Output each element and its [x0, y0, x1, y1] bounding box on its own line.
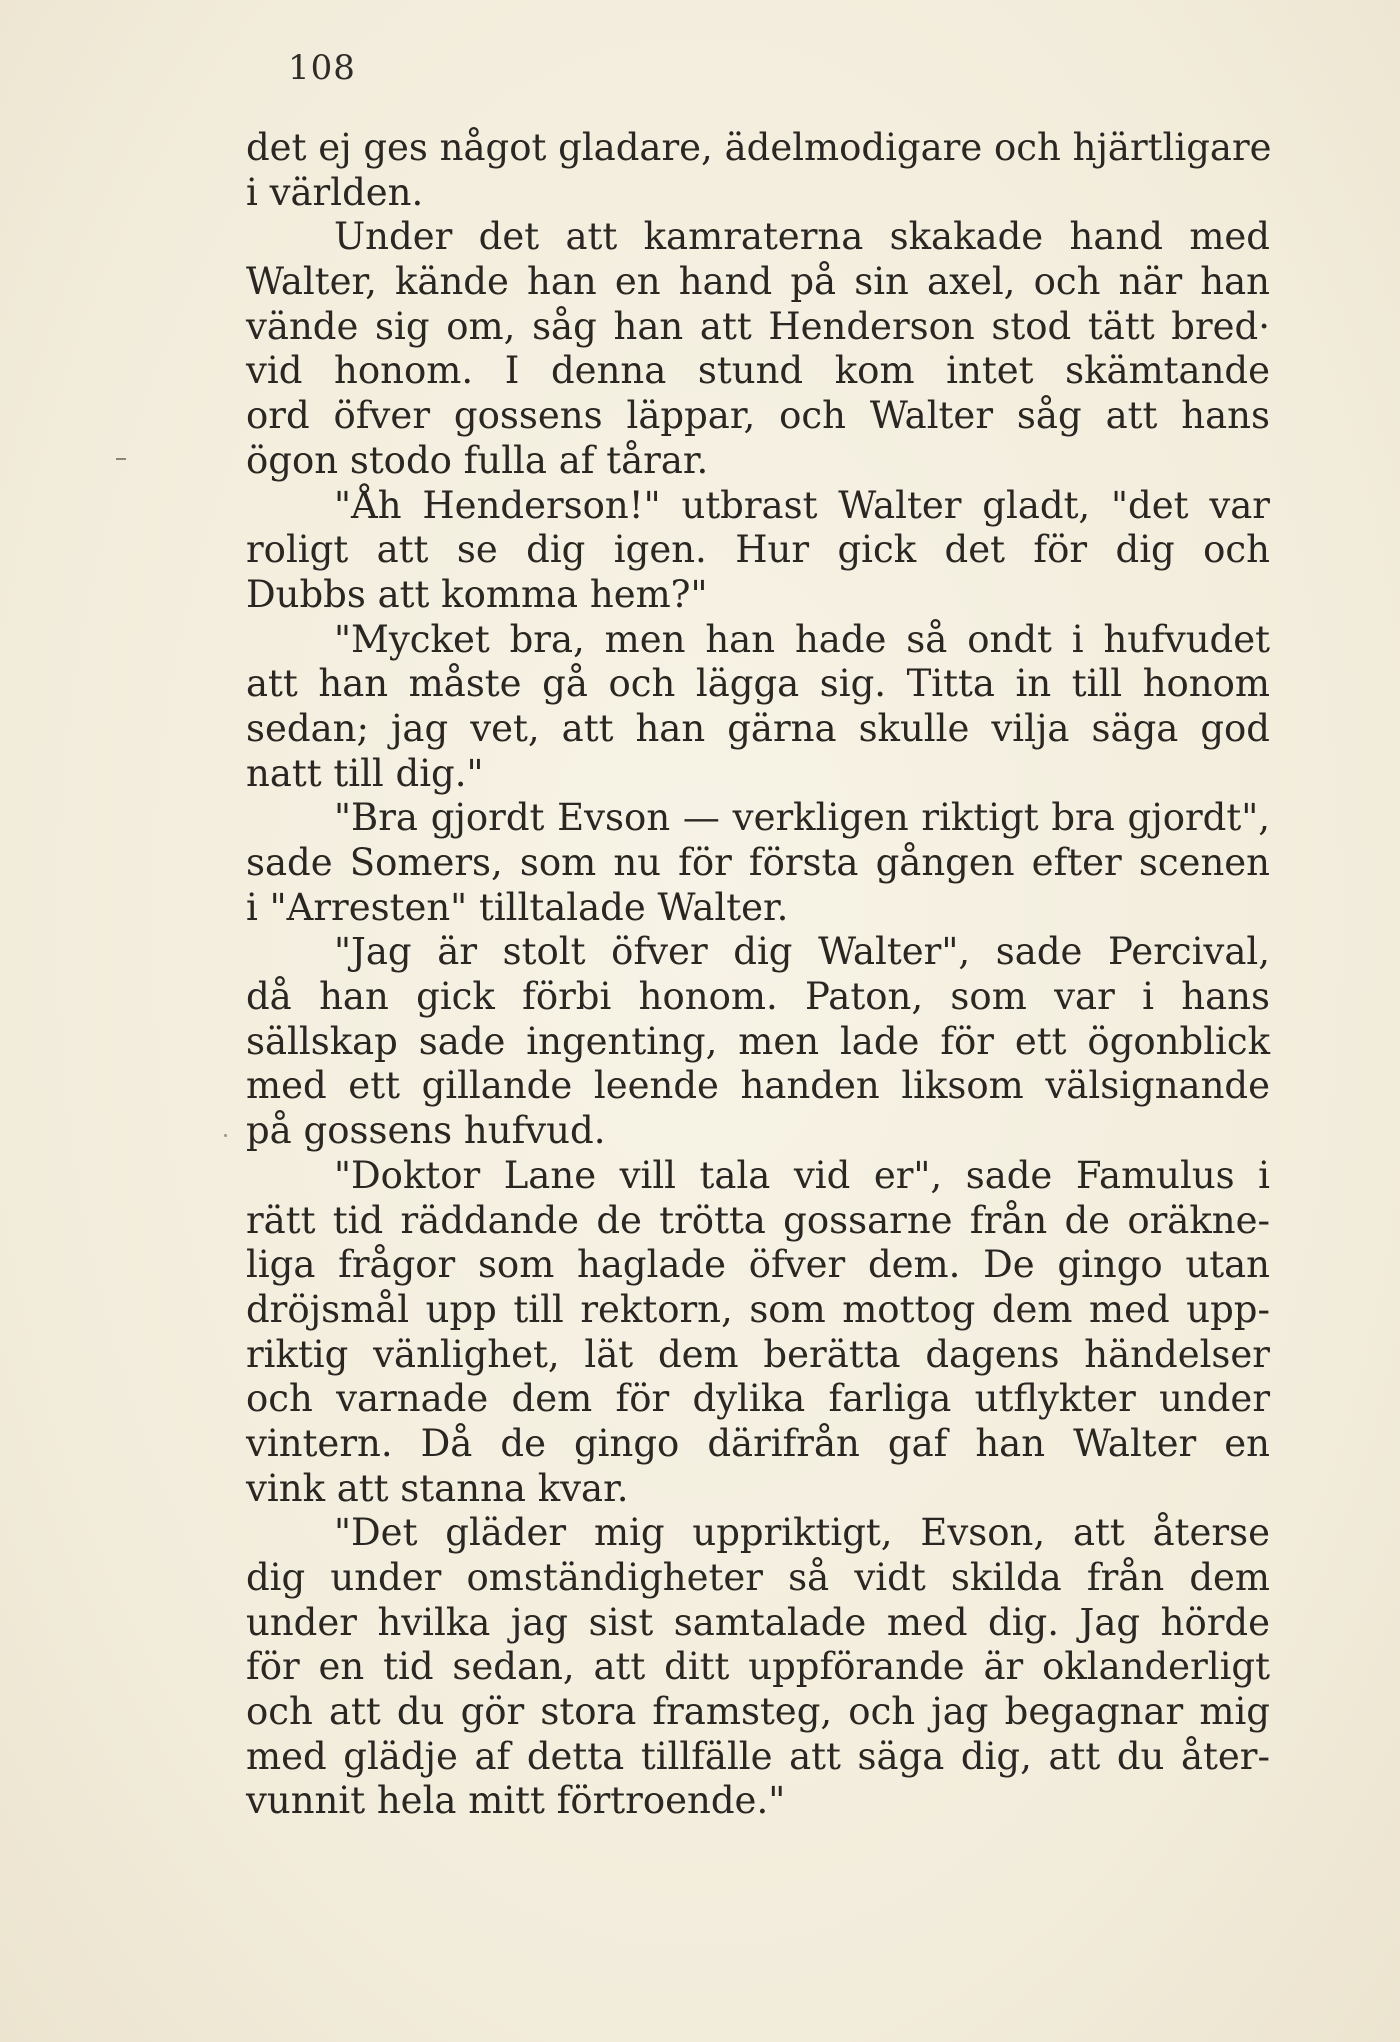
text-line: rätt tid räddande de trötta gossarne från de oräkne- [246, 1198, 1270, 1242]
text-line: roligt att se dig igen. Hur gick det för dig och [246, 528, 1270, 572]
page-number: 108 [288, 48, 356, 88]
text-line: ord öfver gossens läppar, och Walter såg att hans [246, 394, 1270, 438]
text-line: dröjsmål upp till rektorn, som mottog dem med upp- [246, 1287, 1270, 1331]
text-line: sedan; jag vet, att han gärna skulle vilja säga god [246, 706, 1270, 750]
text-line: vid honom. I denna stund kom intet skämtande [246, 349, 1270, 393]
text-line: riktig vänlighet, lät dem berätta dagens händelser [246, 1332, 1270, 1376]
text-line: sade Somers, som nu för första gången efter scenen [246, 841, 1270, 884]
body-text [246, 126, 1270, 1824]
text-line: "Det gläder mig uppriktigt, Evson, att återse [334, 1511, 1270, 1555]
text-line: i "Arresten" tilltalade Walter. [246, 885, 789, 929]
text-line: "Doktor Lane vill tala vid er", sade Famulus i [334, 1153, 1270, 1197]
text-line: "Åh Henderson!" utbrast Walter gladt, "det var [334, 483, 1270, 527]
text-line: vunnit hela mitt förtroende." [246, 1779, 786, 1823]
text-line: vink att stanna kvar. [246, 1466, 629, 1510]
text-line: under hvilka jag sist samtalade med dig. Jag hörde [246, 1600, 1270, 1644]
text-line: i världen. [246, 170, 424, 214]
text-line: att han måste gå och lägga sig. Titta in till honom [246, 662, 1270, 706]
text-line: vände sig om, såg han att Henderson stod tätt bred· [246, 304, 1270, 348]
text-line: det ej ges något gladare, ädelmodigare och hjärtligare [246, 126, 1272, 169]
text-line: natt till dig." [246, 751, 484, 795]
text-line: sällskap sade ingenting, men lade för ett ögonblick [246, 1019, 1270, 1063]
text-line: dig under omständigheter så vidt skilda från dem [246, 1556, 1270, 1599]
margin-mark [116, 458, 126, 460]
text-line: för en tid sedan, att ditt uppförande är oklanderligt [246, 1645, 1270, 1689]
text-line: liga frågor som haglade öfver dem. De gingo utan [246, 1243, 1270, 1287]
text-line: "Mycket bra, men han hade så ondt i hufvudet [334, 617, 1270, 661]
text-line: och varnade dem för dylika farliga utflykter under [246, 1377, 1270, 1421]
text-line: då han gick förbi honom. Paton, som var i hans [246, 975, 1270, 1019]
text-line: Walter, kände han en hand på sin axel, och när han [246, 260, 1270, 304]
margin-dot [224, 1134, 227, 1137]
text-line: på gossens hufvud. [246, 1109, 606, 1153]
text-line: med glädje af detta tillfälle att säga dig, att du åter- [246, 1734, 1270, 1778]
text-line: vintern. Då de gingo därifrån gaf han Walter en [246, 1421, 1270, 1465]
text-line: "Bra gjordt Evson — verkligen riktigt bra gjordt", [334, 796, 1270, 840]
text-line: och att du gör stora framsteg, och jag begagnar mig [246, 1690, 1270, 1734]
text-line: "Jag är stolt öfver dig Walter", sade Percival, [334, 930, 1270, 974]
text-line: Under det att kamraterna skakade hand med [334, 215, 1270, 259]
text-line: ögon stodo fulla af tårar. [246, 438, 709, 482]
text-line: med ett gillande leende handen liksom välsignande [246, 1064, 1270, 1108]
text-line: Dubbs att komma hem?" [246, 572, 708, 616]
